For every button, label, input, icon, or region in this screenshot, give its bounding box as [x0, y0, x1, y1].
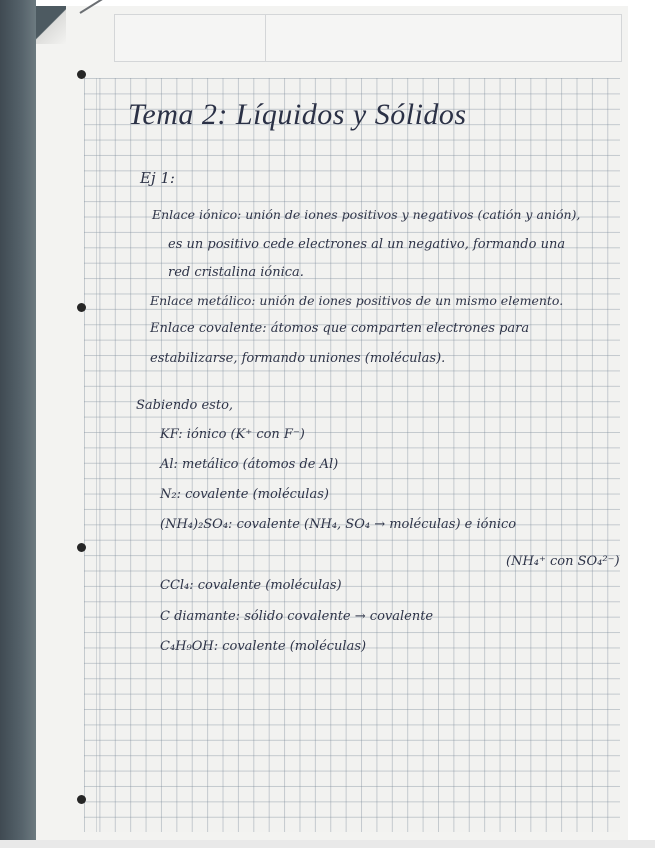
binder-hole [77, 70, 86, 79]
compound-line: Al: metálico (átomos de Al) [160, 457, 339, 472]
compound-line: CCl₄: covalente (moléculas) [160, 578, 342, 593]
desk-background [0, 0, 36, 848]
binder-hole [77, 795, 86, 804]
compound-line-continuation: (NH₄⁺ con SO₄²⁻) [506, 554, 620, 569]
compound-line: (NH₄)₂SO₄: covalente (NH₄, SO₄ → moléculas) e iónico [160, 517, 517, 532]
grid-area [84, 78, 620, 832]
note-line: Enlace iónico: unión de iones positivos y negativos (catión y anión), [152, 207, 581, 222]
page-title: Tema 2: Líquidos y Sólidos [128, 98, 467, 131]
compound-line: KF: iónico (K⁺ con F⁻) [160, 427, 305, 442]
desk-background-bottom [0, 840, 655, 848]
compound-line: C₄H₉OH: covalente (moléculas) [160, 639, 367, 654]
page-header-box [114, 14, 622, 62]
page-corner-fold [36, 6, 66, 44]
note-line: es un positivo cede electrones al un negativo, formando una [168, 237, 566, 252]
note-line: Enlace metálico: unión de iones positivos de un mismo elemento. [150, 293, 564, 308]
note-line: estabilizarse, formando uniones (moléculas). [150, 351, 446, 366]
compound-line: C diamante: sólido covalente → covalente [160, 609, 434, 624]
margin-line [96, 78, 97, 832]
header-divider [265, 15, 266, 61]
note-line: Sabiendo esto, [136, 398, 234, 413]
note-line: red cristalina iónica. [168, 265, 304, 280]
binder-hole [77, 543, 86, 552]
binder-hole [77, 303, 86, 312]
exercise-label: Ej 1: [140, 169, 175, 187]
compound-line: N₂: covalente (moléculas) [160, 487, 329, 502]
note-line: Enlace covalente: átomos que comparten electrones para [150, 321, 530, 336]
